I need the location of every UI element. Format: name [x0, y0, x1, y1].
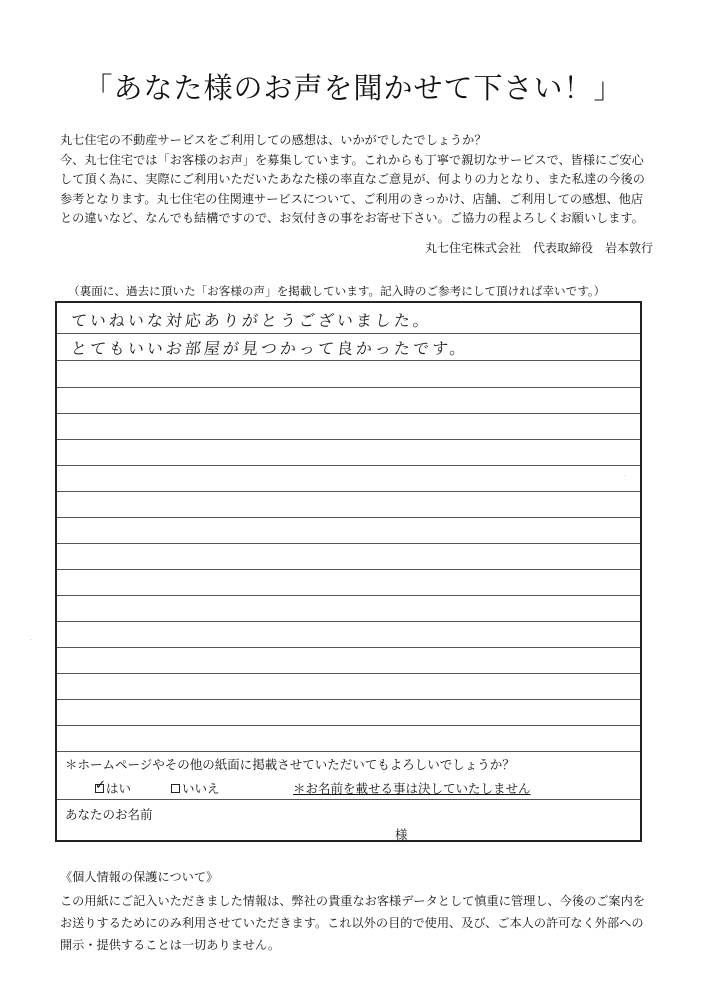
privacy-paragraph [60, 890, 670, 956]
ruled-line [57, 699, 640, 700]
checkmark-icon: ✓ [95, 777, 106, 793]
ruled-line [57, 413, 640, 414]
reverse-side-note: （裏面に、過去に頂いた「お客様の声」を掲載しています。記入時のご参考にして頂ければ幸いです。） [68, 284, 606, 298]
privacy-line: 開示・提供することは一切ありません。 [60, 938, 281, 952]
consent-yes-option[interactable] [95, 779, 131, 797]
scan-speck: · [30, 636, 33, 644]
privacy-heading: 《個人情報の保護について》 [60, 870, 219, 884]
consent-no-option[interactable] [171, 779, 220, 797]
ruled-line [57, 595, 640, 596]
ruled-line [57, 360, 640, 361]
no-checkbox[interactable] [171, 784, 180, 793]
ruled-line [57, 439, 640, 440]
intro-line: 参考となります。丸七住宅の住関連サービスについて、ご利用のきっかけ、店舗、ご利用しての感想、他店 [60, 191, 644, 206]
privacy-line: この用紙にご記入いただきました情報は、弊社の貴重なお客様データとして慎重に管理し、今後のご案内を [60, 894, 645, 908]
intro-line: 今、丸七住宅では「お客様のお声」を募集しています。これからも丁寧で親切なサービスで、皆様にご安心 [60, 152, 644, 167]
ruled-line [57, 673, 640, 674]
yes-label: はい [106, 781, 132, 796]
ruled-line [57, 725, 640, 726]
name-policy-note: ＊お名前を載せる事は決していたしません [293, 781, 531, 796]
ruled-line [57, 647, 640, 648]
publish-permission-question: ＊ホームページやその他の紙面に掲載させていただいてもよろしいでしょうか？ [65, 757, 515, 772]
handwritten-comment-line-2: とてもいいお部屋が見つかって良かったです。 [69, 339, 470, 358]
intro-line: との違いなど、なんでも結構ですので、お気付きの事をお寄せ下さい。ご協力の程よろしくお願いします。 [60, 211, 644, 226]
name-divider [57, 799, 640, 800]
company-signature: 丸七住宅株式会社 代表取締役 岩本敦行 [424, 241, 653, 255]
ruled-line [57, 517, 640, 518]
no-label: いいえ [182, 781, 220, 796]
scan-speck: · [624, 472, 627, 480]
handwritten-comment-line-1: ていねいな対応ありがとうございました。 [69, 311, 433, 330]
feedback-form [55, 301, 642, 842]
ruled-line [57, 751, 640, 752]
name-honorific: 様 [395, 827, 408, 842]
page-title: 「あなた様のお声を聞かせて下さい！」 [83, 71, 624, 105]
ruled-line [57, 491, 640, 492]
intro-line: 丸七住宅の不動産サービスをご利用しての感想は、いかがでしたでしょうか？ [60, 133, 487, 147]
ruled-line [57, 465, 640, 466]
privacy-line: お送りするためにのみ利用させていただきます。これ以外の目的で使用、及び、ご本人の許可なく外部への [60, 916, 644, 930]
yes-checkbox[interactable] [95, 777, 106, 793]
ruled-line [57, 387, 640, 388]
ruled-line [57, 569, 640, 570]
ruled-line [57, 621, 640, 622]
intro-line: して頂く為に、実際にご利用いただいたあなた様の率直なご意見が、何よりの力となり、また私達の今後の [60, 172, 645, 187]
consent-options [95, 779, 615, 799]
name-field-label: あなたのお名前 [65, 807, 153, 822]
ruled-line [57, 543, 640, 544]
intro-paragraph [60, 131, 660, 229]
ruled-line [57, 333, 640, 334]
